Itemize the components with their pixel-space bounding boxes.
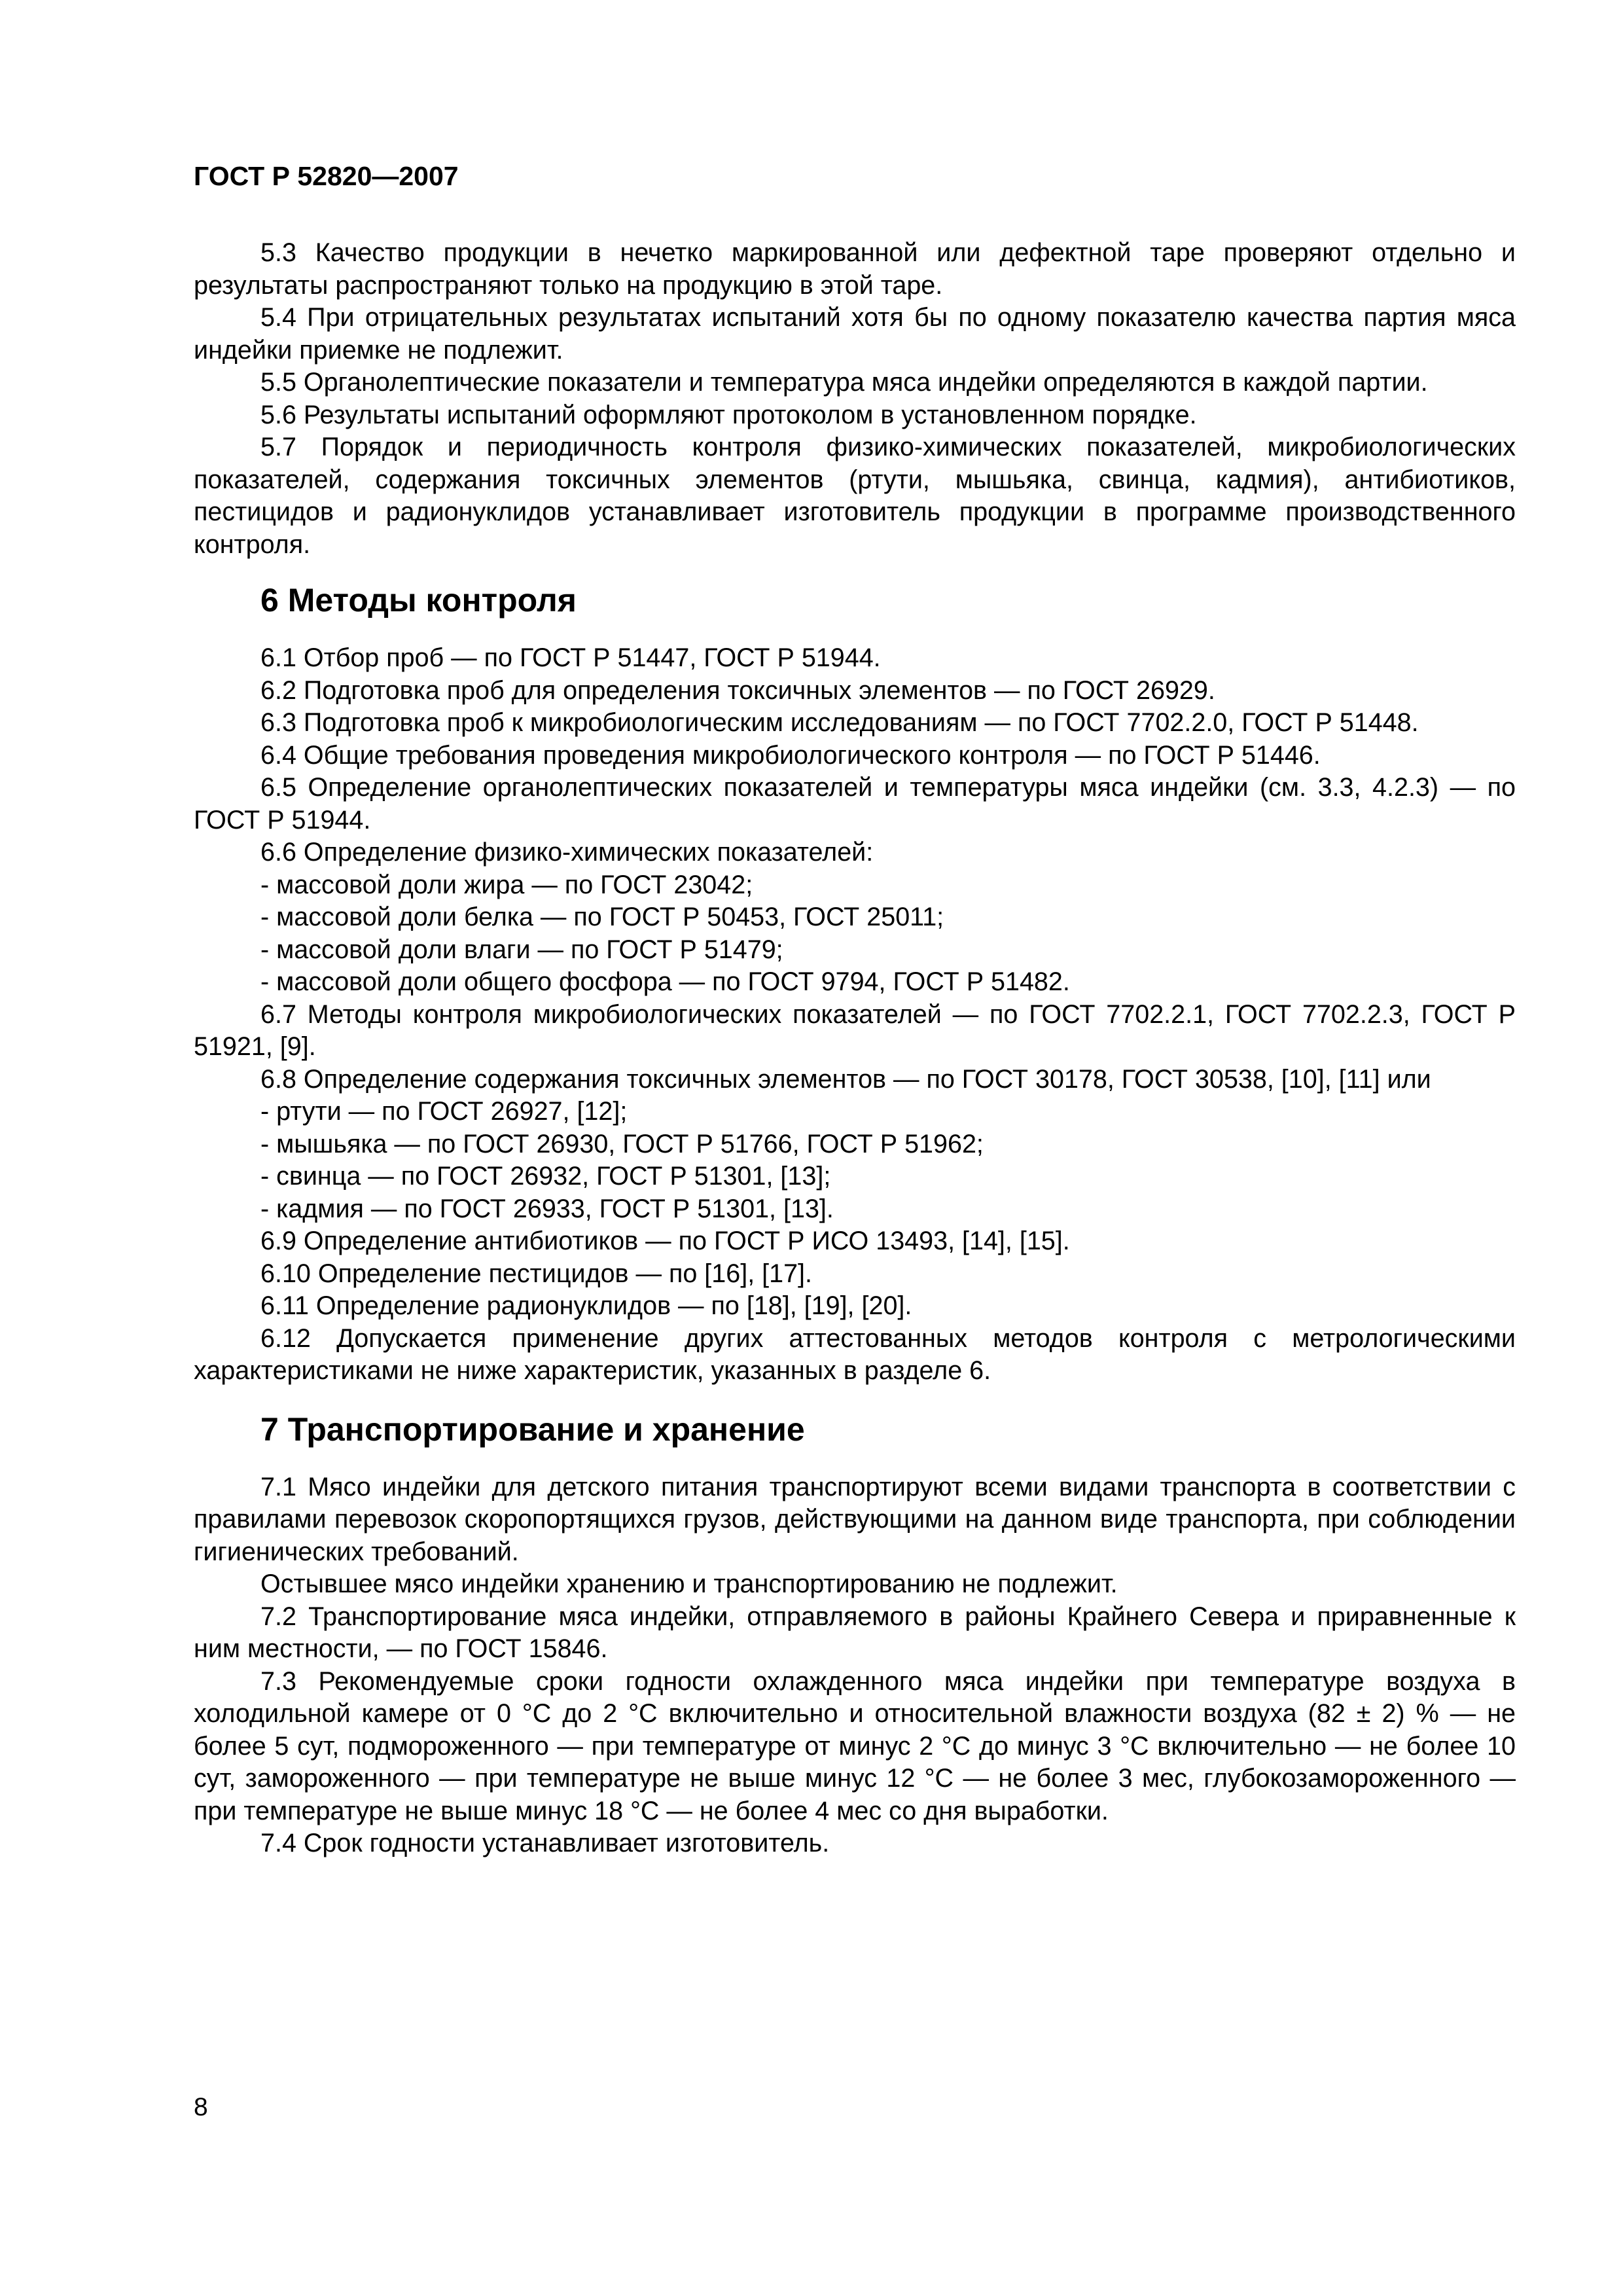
list-item-arsenic: - мышьяка — по ГОСТ 26930, ГОСТ Р 51766, ГОСТ Р 51962; — [260, 1129, 984, 1158]
list-item-fat: - массовой доли жира — по ГОСТ 23042; — [260, 870, 753, 899]
list-item-protein: - массовой доли белка — по ГОСТ Р 50453, ГОСТ 25011; — [260, 903, 944, 931]
clause-7-3: 7.3 Рекомендуемые сроки годности охлажденного мяса индейки при температуре воздуха в холодильной камере от 0 °С до 2 °С включительно и относительной влажности воздуха (82 ± 2) % — не более 5 сут, подмороженного — при температуре от минус 2 °С до минус 3 °С включительно — не более 10 сут, замороженного — при температуре не выше минус 12 °С — не более 3 мес, глубокозамороженного — при температуре не выше минус 18 °С — не более 4 мес со дня выработки. — [194, 1666, 1516, 1825]
list-item-phosphorus: - массовой доли общего фосфора — по ГОСТ 9794, ГОСТ Р 51482. — [260, 967, 1070, 996]
clause-6-2: 6.2 Подготовка проб для определения токсичных элементов — по ГОСТ 26929. — [260, 675, 1215, 705]
clause-6-10: 6.10 Определение пестицидов — по [16], [17]. — [260, 1259, 813, 1288]
clause-6-9: 6.9 Определение антибиотиков — по ГОСТ Р ИСО 13493, [14], [15]. — [260, 1227, 1070, 1255]
list-item-moisture: - массовой доли влаги — по ГОСТ Р 51479; — [260, 935, 783, 964]
clause-6-1: 6.1 Отбор проб — по ГОСТ Р 51447, ГОСТ Р 51944. — [260, 643, 881, 672]
clause-6-4: 6.4 Общие требования проведения микробиологического контроля — по ГОСТ Р 51446. — [260, 740, 1321, 770]
clause-7-1: 7.1 Мясо индейки для детского питания транспортируют всеми видами транспорта в соответствии с правилами перевозок скоропортящихся грузов, действующими на данном виде транспорта, при соблюдении гигиенических требований. — [194, 1472, 1516, 1566]
list-item-mercury: - ртути — по ГОСТ 26927, [12]; — [260, 1097, 628, 1126]
list-item-lead: - свинца — по ГОСТ 26932, ГОСТ Р 51301, [13]; — [260, 1162, 831, 1191]
clause-5-3: 5.3 Качество продукции в нечетко маркированной или дефектной таре проверяют отдельно и результаты распространяют только на продукцию в этой таре. — [194, 238, 1516, 300]
clause-5-6: 5.6 Результаты испытаний оформляют протоколом в установленном порядке. — [260, 400, 1197, 429]
clause-6-5: 6.5 Определение органолептических показателей и температуры мяса индейки (см. 3.3, 4.2.3) — по ГОСТ Р 51944. — [194, 773, 1516, 834]
standard-header: ГОСТ Р 52820—2007 — [194, 161, 459, 191]
list-item-cadmium: - кадмия — по ГОСТ 26933, ГОСТ Р 51301, [13]. — [260, 1194, 834, 1223]
clause-6-6: 6.6 Определение физико-химических показателей: — [260, 838, 874, 867]
clause-7-2: 7.2 Транспортирование мяса индейки, отправляемого в районы Крайнего Севера и приравненные к ним местности, — по ГОСТ 15846. — [194, 1602, 1516, 1663]
section-6-heading: 6 Методы контроля — [260, 582, 577, 619]
clause-5-4: 5.4 При отрицательных результатах испытаний хотя бы по одному показателю качества партия мяса индейки приемке не подлежит. — [194, 303, 1516, 365]
page-number: 8 — [194, 2093, 208, 2121]
clause-6-8: 6.8 Определение содержания токсичных элементов — по ГОСТ 30178, ГОСТ 30538, [10], [11] или — [260, 1064, 1431, 1094]
clause-5-7: 5.7 Порядок и периодичность контроля физико-химических показателей, микробиологических показателей, содержания токсичных элементов (ртути, мышьяка, свинца, кадмия), антибиотиков, пестицидов и радионуклидов устанавливает изготовитель продукции в программе производственного контроля. — [194, 433, 1516, 559]
section-7-heading: 7 Транспортирование и хранение — [260, 1410, 805, 1448]
clause-7-4: 7.4 Срок годности устанавливает изготовитель. — [260, 1829, 830, 1857]
clause-5-5: 5.5 Органолептические показатели и температура мяса индейки определяются в каждой партии. — [260, 368, 1428, 397]
page-body — [194, 237, 1516, 1860]
clause-6-12: 6.12 Допускается применение других аттестованных методов контроля с метрологическими характеристиками не ниже характеристик, указанных в разделе 6. — [194, 1323, 1516, 1385]
clause-6-3: 6.3 Подготовка проб к микробиологическим исследованиям — по ГОСТ 7702.2.0, ГОСТ Р 51448. — [260, 708, 1419, 737]
clause-7-1-note: Остывшее мясо индейки хранению и транспортированию не подлежит. — [260, 1570, 1118, 1598]
clause-6-7: 6.7 Методы контроля микробиологических показателей — по ГОСТ 7702.2.1, ГОСТ 7702.2.3, ГОСТ Р 51921, [9]. — [194, 999, 1516, 1061]
clause-6-11: 6.11 Определение радионуклидов — по [18], [19], [20]. — [260, 1291, 912, 1320]
